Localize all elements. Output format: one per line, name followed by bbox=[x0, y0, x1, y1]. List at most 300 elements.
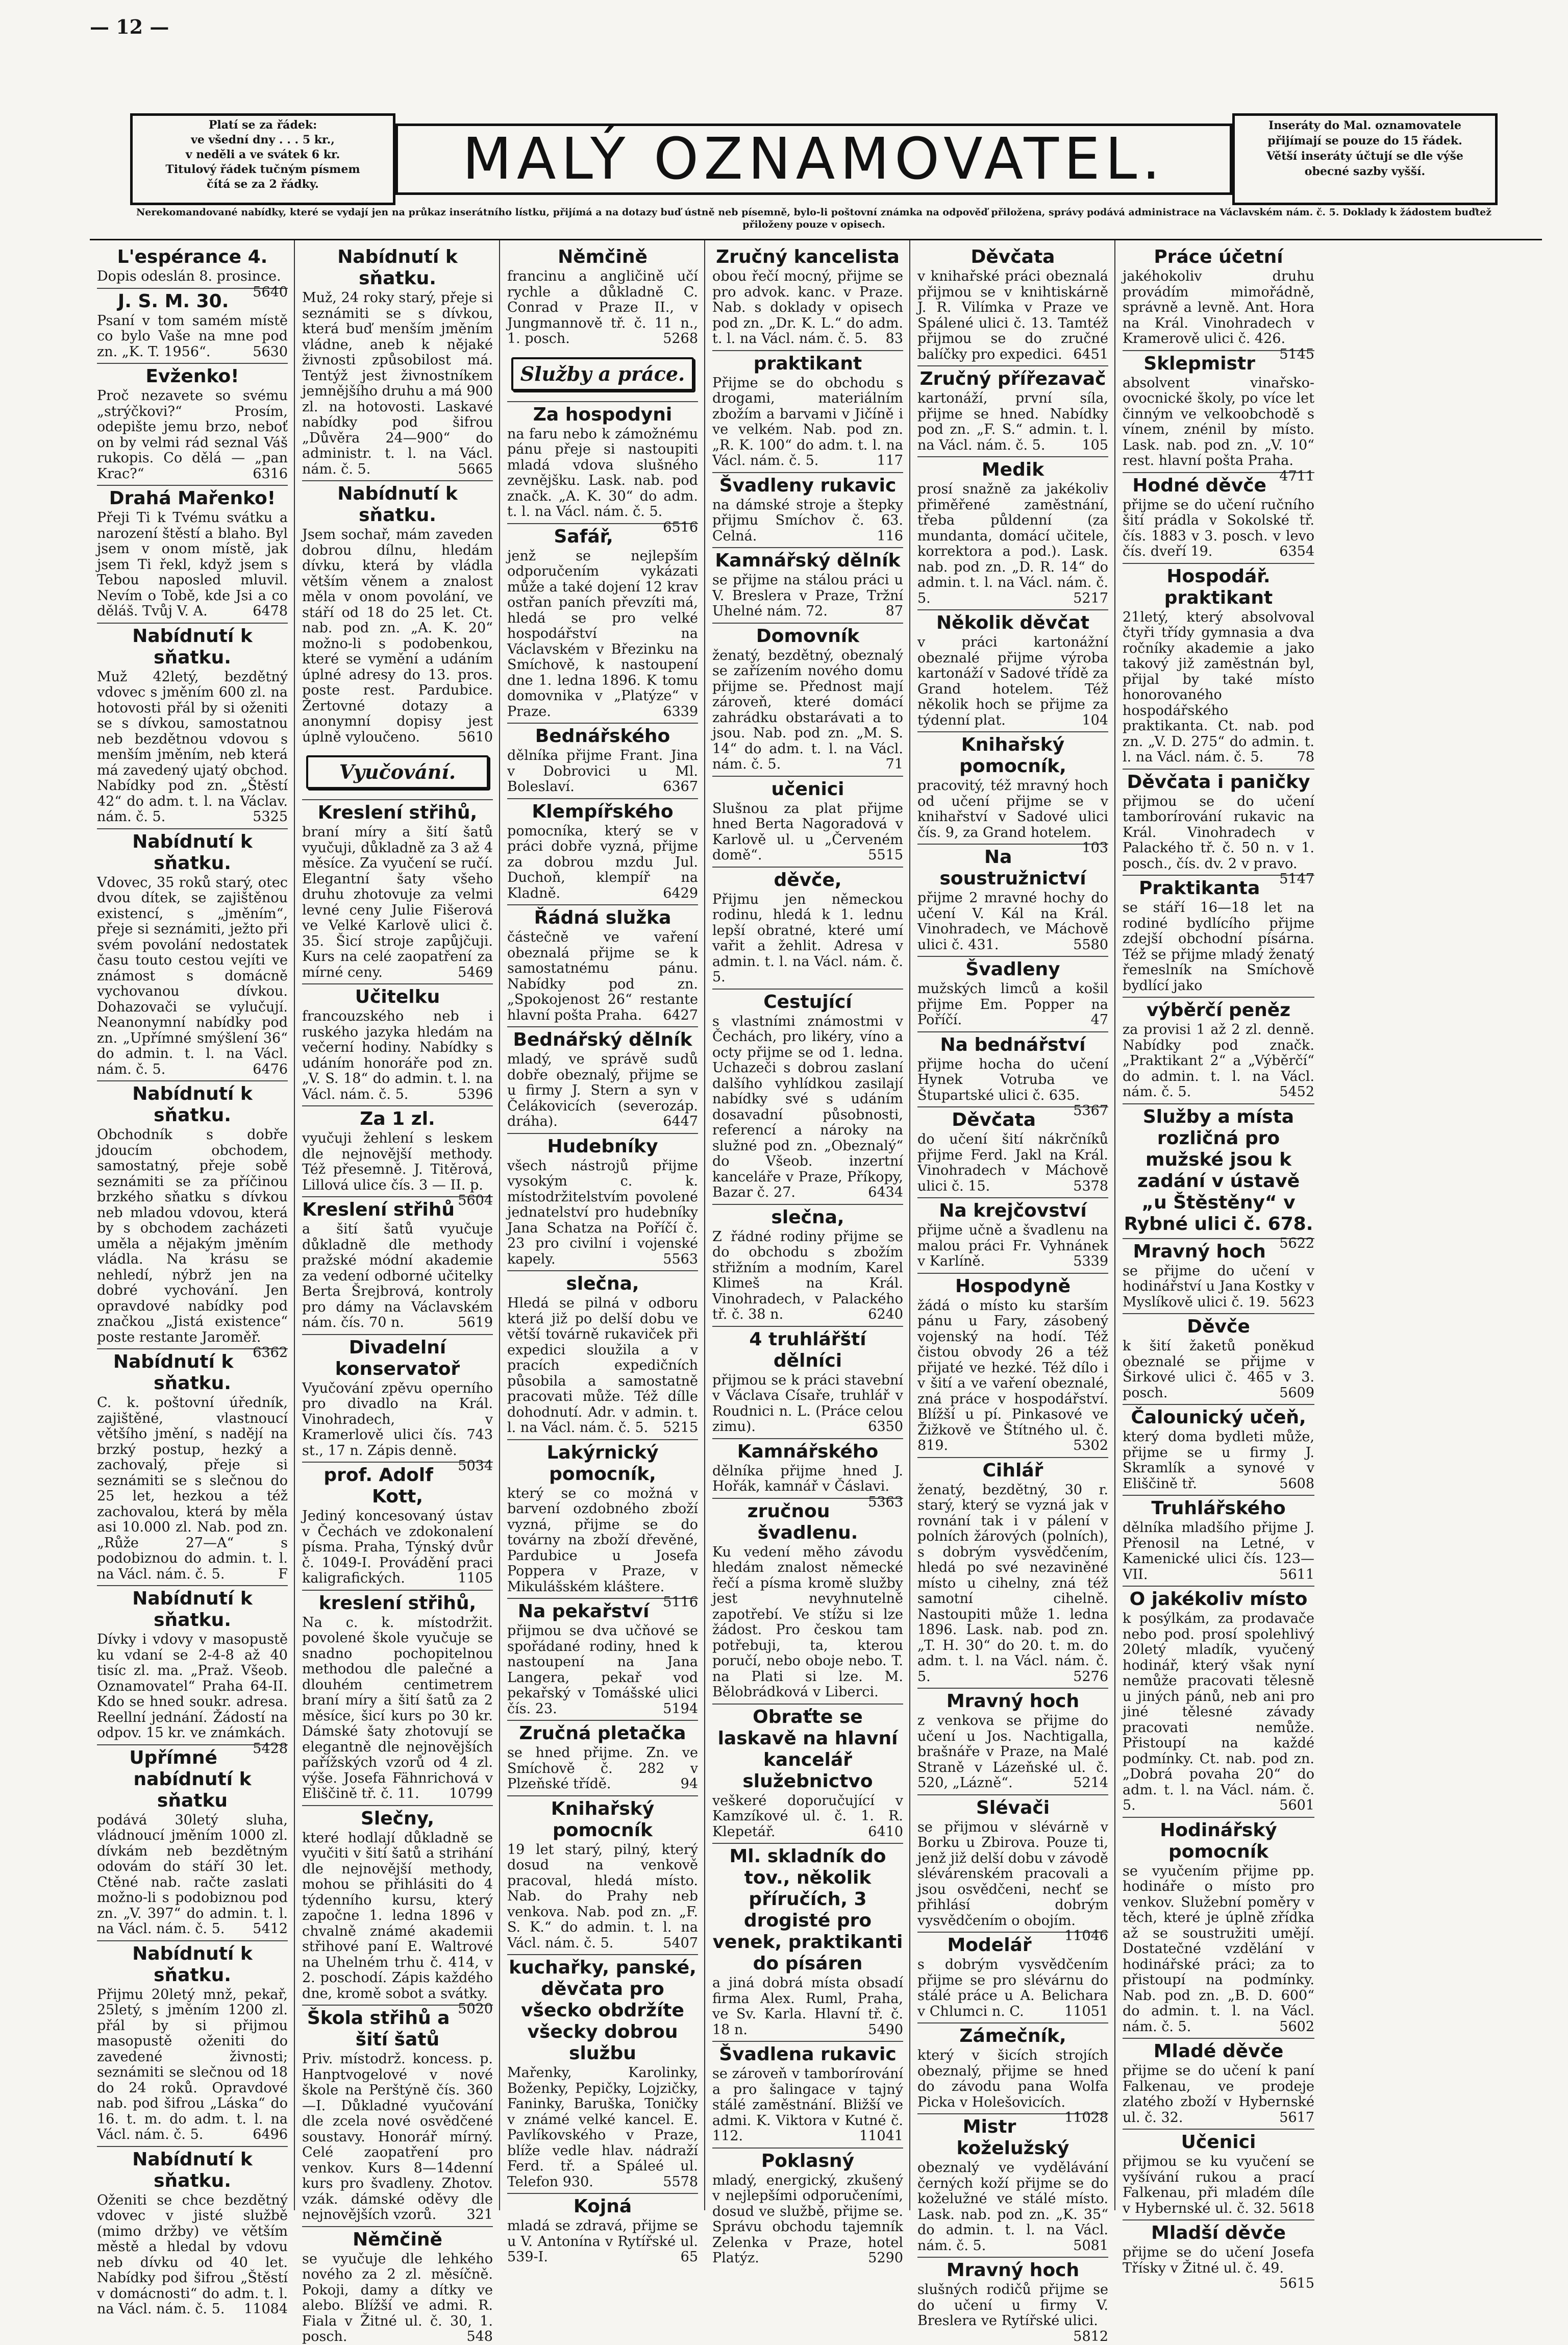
classified-ad bbox=[1123, 563, 1314, 766]
ad-body bbox=[1123, 2244, 1314, 2291]
ad-text: se stáří 16—18 let na rodiné bydlícího přijme zdejší obchodní písárna. Též se přijme mladý ženatý řemeslník na Smíchově bydlící jako bbox=[1123, 900, 1314, 994]
ad-code: 6516 bbox=[663, 519, 698, 535]
column-5 bbox=[910, 240, 1115, 2344]
ad-code: 11051 bbox=[1064, 2003, 1108, 2019]
ad-heading: Mladší děvče bbox=[1123, 2219, 1314, 2244]
ad-code: 5407 bbox=[663, 1935, 698, 1951]
classified-ad bbox=[1123, 2219, 1314, 2291]
ad-heading: Na krejčovství bbox=[917, 1197, 1108, 1222]
ad-heading: Ml. skladník do tov., několik příručích, 3 drogisté pro venek, praktikanti do písáren bbox=[712, 1843, 903, 1974]
classified-ad bbox=[712, 350, 903, 469]
ad-heading: Upřímné nabídnutí k sňatku bbox=[97, 1744, 288, 1812]
ad-heading: Sklepmistr bbox=[1123, 350, 1314, 375]
ad-heading: Medik bbox=[917, 456, 1108, 481]
ad-code: 47 bbox=[1090, 1012, 1108, 1028]
ad-body bbox=[1123, 1264, 1314, 1311]
ad-text: kartonáží, první síla, přijme se hned. Nabídky pod zn. „F. S.“ admin. t. l. na Václ. nám. č. 5. bbox=[917, 390, 1108, 453]
ad-code: 117 bbox=[877, 453, 903, 468]
masthead bbox=[130, 113, 1498, 230]
page-number: — 12 — bbox=[90, 15, 169, 38]
classified-ad bbox=[1123, 769, 1314, 887]
ad-text: prosí snažně za jakékoliv přiměřené zaměstnání, třeba půldenní (za mundanta, domácí učitele, korrektora a pod.). Lask. nab. pod zn. „D. R. 14“ do admin. t. l. na Václ. nám. č. 5. bbox=[917, 481, 1108, 606]
classified-ad bbox=[917, 244, 1108, 362]
ad-heading: Nabídnutí k sňatku. bbox=[337, 246, 458, 289]
ad-body bbox=[712, 801, 903, 863]
classified-ad bbox=[712, 1438, 903, 1510]
ad-body bbox=[917, 1483, 1108, 1685]
ad-code: 5367 bbox=[1073, 1103, 1108, 1119]
ad-heading: Kreslení střihů, bbox=[302, 799, 493, 824]
ad-body bbox=[507, 1623, 698, 1717]
classified-ad bbox=[302, 799, 493, 980]
ad-text: braní míry a šití šatů vyučuji, důkladně za 3 až 4 měsíce. Za vyučení se ručí. Elegantní šaty všeho druhu zhotovuje za velmi levné ceny Julie Fišerová ve Velké Karlově ulici č. 35. Šicí stroje zapůjčuji. Kurs na celé zaopatření za mírné ceny. bbox=[302, 824, 493, 980]
ad-heading: Čalounický učeň, bbox=[1123, 1404, 1314, 1428]
ad-text: který v šicích strojích obeznalý, přijme se hned do závodu pana Wolfa Picka v Holešovicích. bbox=[917, 2047, 1108, 2110]
ad-body bbox=[712, 2173, 903, 2266]
ad-body bbox=[302, 2252, 493, 2345]
ad-text: Mařenky, Karolinky, Boženky, Pepičky, Lojzičky, Faninky, Baruška, Toničky v známé velké kancel. E. Pavlíkovského v Praze, blíže vedle hlav. nádraží Ferd. tř. a Spáleé ul. Telefon 930. bbox=[507, 2065, 698, 2190]
ad-body bbox=[302, 1830, 493, 2017]
ad-text: a šití šatů vyučuje důkladně dle methody pražské módní akademie za vedení odborné učitelky Berta Šrejbrová, kontroly pro dámy na Václavském nám. čís. 70 n. bbox=[302, 1221, 493, 1330]
ad-text: se přijmou v slévárně v Borku u Zbirova. Pouze ti, jenž již delší dobu v závodě slévárenském pracovali a jsou osvědčeni, nechť se přihlásí dobrým vysvědčením o obojím. bbox=[917, 1819, 1108, 1929]
ad-body bbox=[97, 1813, 288, 1937]
ad-text: na dámské stroje a štepky přijmu Smíchov č. 63. Celná. bbox=[712, 497, 903, 544]
classified-ad bbox=[97, 2146, 288, 2317]
column-1 bbox=[90, 240, 295, 2317]
classified-ad bbox=[1123, 1404, 1314, 1492]
ad-heading: Hudebníky bbox=[507, 1133, 698, 1157]
ad-body bbox=[302, 1380, 493, 1474]
ad-text: francinu a angličině učí rychle a důkladně C. Conrad v Praze II., v Jungmannově tř. č. 11 n., 1. posch. bbox=[507, 268, 698, 347]
ad-text: ženatý, bezdětný, obeznalý se zařízením nového domu přijme se. Přednost mají zároveň, které domácí zahrádku obstarávati a to jsou. Nab. pod zn. „M. S. 14“ do adm. t. l. na Václ. nám. č. 5. bbox=[712, 647, 903, 772]
ad-heading: 4 truhlářští dělníci bbox=[712, 1326, 903, 1372]
ad-text: v práci kartonážní obeznalé přijme výroba kartonáží v Sadové třídě za Grand hotelem. Též několik hoch se přijme za týdenní plat. bbox=[917, 634, 1108, 728]
ad-body bbox=[507, 549, 698, 720]
ad-text: přijmou se ku vyučení se vyšívání rukou a prací Falkenau, při mladém díle v Hybernské ul. č. 32. bbox=[1123, 2154, 1314, 2216]
ad-body bbox=[917, 778, 1108, 856]
ad-text: do učení šití nákrčníků přijme Ferd. Jakl na Král. Vinohradech v Máchově ulici č. 15. bbox=[917, 1131, 1108, 1194]
ad-body bbox=[1123, 1864, 1314, 2035]
classified-ad bbox=[712, 1326, 903, 1435]
ad-code: 5563 bbox=[663, 1251, 698, 1267]
ad-text: se přijme do učení v hodinářství u Jana Kostky v Myslíkově ulici č. 19. bbox=[1123, 1263, 1314, 1310]
ad-body bbox=[302, 2052, 493, 2223]
ad-heading: Nabídnutí k sňatku. bbox=[97, 623, 288, 669]
ad-text: na faru nebo k zámožnému pánu přeje si nastoupiti mladá vdova slušného zevnějšku. Lask. nab. pod značk. „A. K. 30“ do adm. t. l. na Václ. nám. č. 5. bbox=[507, 426, 698, 520]
ad-text: Priv. místodrž. koncess. p. Hanptvogelové v nové škole na Perštýně čís. 360—I. Důkladné vyučování dle zcela nové osvědčené soustavy. Honorář mírný. Celé zaopatření pro venkov. Kurs 8—14denní kurs pro švadleny. Zhotov. vzák. dámské oděvy dle nejnovějších vzorů. bbox=[302, 2051, 493, 2223]
classified-ad bbox=[1123, 1817, 1314, 2035]
ad-code: 11028 bbox=[1064, 2110, 1108, 2126]
pricing-line: Platí se za řádek: bbox=[208, 118, 317, 132]
ad-text: 19 let starý, pilný, který dosud na venkově pracoval, hledá místo. Nab. do Prahy neb venkova. Nab. pod zn. „F. S. K.“ do admin. t. l. na Václ. nám. č. 5. bbox=[507, 1841, 698, 1951]
ad-body bbox=[712, 269, 903, 347]
ad-code: 5618 bbox=[1279, 2200, 1314, 2216]
ad-text: Jediný koncesovaný ústav v Čechách ve zdokonalení písma. Praha, Týnský dvůr č. 1049-I. Provádění praci kaligrafických. bbox=[302, 1508, 493, 1586]
ad-text: se vyučuje dle lehkého nového za 2 zl. měsíčně. Pokoji, damy a dítky ve alebo. Blížší ve admi. R. Fiala v Žitné ul. č. 30, 1. posch. bbox=[302, 2251, 493, 2344]
classified-ad bbox=[1123, 472, 1314, 560]
ad-body bbox=[917, 1957, 1108, 2019]
classified-ad bbox=[917, 456, 1108, 606]
ad-code: 5515 bbox=[868, 847, 903, 863]
ad-heading: Práce účetní bbox=[1154, 246, 1283, 267]
ad-code: 5034 bbox=[458, 1458, 493, 1474]
ad-body bbox=[507, 1842, 698, 1952]
ad-heading: Lakýrnický pomocník, bbox=[507, 1439, 698, 1485]
ad-heading: Nabídnutí k sňatku. bbox=[97, 1940, 288, 1986]
ad-heading: Nabídnutí k sňatku. bbox=[302, 480, 493, 526]
ad-heading: učenici bbox=[712, 776, 903, 800]
classified-ad bbox=[302, 244, 493, 477]
ad-code: 5622 bbox=[1279, 1235, 1314, 1251]
classified-ad bbox=[712, 2041, 903, 2144]
info-line: přijímají se pouze do 15 řádek. bbox=[1267, 134, 1462, 147]
classified-ad bbox=[302, 983, 493, 1102]
ad-text: absolvent vinařsko-ovocnické školy, po více let činným ve velkoobchodě s vínem, znénil by místo. Lask. nab. pod zn. „V. 10“ rest. hlavní pošta Praha. bbox=[1123, 375, 1314, 468]
ad-heading: Služby a místa rozličná pro mužské jsou k zadání v ústavě „u Štěstěny“ v Rybné ulici č. 678. bbox=[1123, 1103, 1314, 1235]
ad-code: 116 bbox=[877, 528, 903, 544]
ad-code: 5215 bbox=[663, 1420, 698, 1436]
ad-code: 5490 bbox=[868, 2021, 903, 2038]
ad-body bbox=[507, 1485, 698, 1610]
ad-heading: Zámečník, bbox=[917, 2022, 1108, 2047]
ad-text: částečně ve vaření obeznalá přijme se k samostatnému pánu. Nabídky pod zn. „Spokojenost 26“ restante hlavní pošta Praha. bbox=[507, 929, 698, 1023]
ad-text: Přijmu jen německou rodinu, hledá k 1. lednu lepší obratné, které umí vařit a žehlit. Adresa v admin. t. l. na Václ. nám. č. 5. bbox=[712, 891, 903, 985]
classified-ad bbox=[97, 1348, 288, 1582]
ad-code: 6367 bbox=[663, 779, 698, 795]
ad-body bbox=[712, 1463, 903, 1510]
ad-heading: Kamnářského bbox=[712, 1438, 903, 1463]
classified-ad bbox=[97, 1585, 288, 1757]
ad-text: Přijmu 20letý mnž, pekař, 25letý, s jměním 1200 zl. přál by si přijmou masopustě oženiti do zavedené živnosti; seznámiti se slečnou od 18 do 24 roků. Opravdové nab. pod šifrou „Láska“ do 16. t. m. do adm. t. l. na Václ. nám. č. 5. bbox=[97, 1986, 288, 2142]
ad-code: 5610 bbox=[458, 729, 493, 745]
classified-ad bbox=[917, 1457, 1108, 1685]
ad-body bbox=[302, 290, 493, 477]
ad-body bbox=[917, 2160, 1108, 2254]
ad-code: 5469 bbox=[458, 964, 493, 980]
ad-body bbox=[712, 498, 903, 545]
classified-ad bbox=[917, 956, 1108, 1028]
ad-code: 5116 bbox=[663, 1594, 698, 1610]
classified-ad bbox=[712, 1204, 903, 1323]
ad-body bbox=[507, 824, 698, 902]
ad-body bbox=[917, 891, 1108, 953]
classified-ad bbox=[302, 2005, 493, 2223]
ad-heading: Kreslení střihů bbox=[302, 1196, 493, 1221]
classified-ad bbox=[507, 798, 698, 902]
ad-heading: Klempířského bbox=[507, 798, 698, 823]
classified-ad bbox=[97, 1940, 288, 2143]
classified-ad bbox=[1123, 875, 1314, 994]
ad-text: přijme 2 mravné hochy do učení V. Kál na Král. Vinohradech, ve Máchově ulici č. 431. bbox=[917, 890, 1108, 953]
ad-code: 1105 bbox=[458, 1570, 493, 1586]
ad-body bbox=[302, 527, 493, 745]
ad-heading: L'espérance 4. bbox=[117, 246, 268, 267]
classified-ad bbox=[507, 1720, 698, 1792]
ad-text: přijmou se do učení tamborírování rukavic na Král. Vinohradech v Palackého tř. č. 50 n. v 1. posch., čís. dv. 2 v pravo. bbox=[1123, 793, 1314, 872]
classified-ad bbox=[302, 2226, 493, 2345]
ad-code: 6429 bbox=[663, 885, 698, 901]
ad-body bbox=[97, 1987, 288, 2143]
ad-heading: slečna, bbox=[712, 1204, 903, 1228]
ad-code: 103 bbox=[1082, 840, 1108, 856]
ad-code: 104 bbox=[1082, 712, 1108, 728]
ad-text: se hned přijme. Zn. ve Smíchově č. 282 v Plzeňské třídě. bbox=[507, 1745, 698, 1792]
ad-text: všech nástrojů přijme vysokým c. k. místodržitelstvím povolené jednatelství pro hudebníky Jana Schatza na Poříčí č. 23 pro civilní i vojenské kapely. bbox=[507, 1157, 698, 1267]
ad-text: Muž 42letý, bezdětný vdovec s jměním 600 zl. na hotovosti přál by si oženiti se s dívkou, samostatnou neb bezdětnou vdovou s menším jměním, neb která má zavedený ujatý obchod. Nabídky pod zn. „Štěstí 42“ do adm. t. l. na Václav. nám. č. 5. bbox=[97, 669, 288, 825]
ad-heading: Děvčata bbox=[917, 1106, 1108, 1131]
classified-ad bbox=[917, 1794, 1108, 1944]
ad-heading: Knihařský pomocník, bbox=[917, 731, 1108, 777]
ad-body bbox=[507, 2065, 698, 2190]
ad-heading: Švadleny rukavic bbox=[712, 472, 903, 497]
ad-code: 5580 bbox=[1073, 936, 1108, 953]
ad-code: 5194 bbox=[663, 1700, 698, 1717]
ad-body bbox=[1123, 375, 1314, 484]
ad-code: 5611 bbox=[1279, 1566, 1314, 1583]
ad-heading: Učenici bbox=[1123, 2129, 1314, 2153]
ad-code: 6496 bbox=[253, 2127, 288, 2142]
ad-code: 5378 bbox=[1073, 1178, 1108, 1194]
ad-text: Obchodník s dobře jdoucím obchodem, samostatný, přeje sobě seznámiti se za příčinou brzkého sňatku s dívkou neb mladou vdovou, která by s obchodem zacházeti uměla a nějakým jměním vládla. Na krásu se nehledí, nýbrž jen na dobré vychování. Jen opravdové nabídky pod značkou „Jistá existence“ poste restante Jaroměř. bbox=[97, 1127, 288, 1345]
ad-heading: Divadelní konservatoř bbox=[302, 1334, 493, 1380]
classified-ad bbox=[712, 1704, 903, 1840]
ad-heading: praktikant bbox=[712, 350, 903, 375]
classified-ad bbox=[1123, 2129, 1314, 2216]
ad-body bbox=[302, 1130, 493, 1208]
ad-code: 10799 bbox=[449, 1786, 493, 1801]
ad-body bbox=[917, 1223, 1108, 1270]
ad-text: veškeré doporučující v Kamzíkové ul. č. 1. R. Klepetář. bbox=[712, 1792, 903, 1840]
ad-body bbox=[507, 269, 698, 347]
ad-text: k posýlkám, za prodavače nebo pod. prosí spolehlivý 20letý mladík, vyučený hodinář, který však nyní nemůže pracovati tělesně u jiných pánů, neb ani pro jiné tělesné závady pracovati nemůže. Přistoupí na každé podmínky. Ct. nab. pod zn. „Dobrá povaha 20“ do adm. t. l. na Václ. nám. č. 5. bbox=[1123, 1611, 1314, 1813]
ad-body bbox=[917, 1819, 1108, 1944]
ad-code: 5396 bbox=[458, 1086, 493, 1102]
classified-ad bbox=[1123, 1586, 1314, 1814]
ad-heading: Mladé děvče bbox=[1123, 2038, 1314, 2062]
ad-body bbox=[97, 1632, 288, 1757]
ad-body bbox=[97, 2193, 288, 2317]
ad-text: žádá o místo ku starším pánu u Fary, zásobený vojenský na hodí. Též čistou obvody 26 a též přijaté ve hezké. Též dílo i v šití a ve vaření obeznalé, zná práce v hospodářství. Blížší u pí. Pinkasové ve Žižkově ve Štítného ul. č. 819. bbox=[917, 1297, 1108, 1453]
ad-code: 5412 bbox=[253, 1921, 288, 1937]
classified-ad bbox=[97, 1080, 288, 1361]
ad-code: 5452 bbox=[1279, 1084, 1314, 1100]
classified-ad bbox=[507, 904, 698, 1023]
classified-ad bbox=[712, 989, 903, 1201]
ad-body bbox=[302, 825, 493, 980]
classified-ad bbox=[507, 1598, 698, 1717]
ad-text: se vyučením přijme pp. hodináře o místo pro venkov. Služební poměry v těch, které je úplně zřídka až se soustružiti umějí. Dostatečné vzdělání v hodinářské práci; za to přistoupí na podmínky. Nab. pod zn. „B. D. 600“ do admin. t. l. na Václ. nám. č. 5. bbox=[1123, 1863, 1314, 2035]
classified-ad bbox=[917, 1932, 1108, 2019]
ad-text: který doma bydleti může, přijme se u firmy J. Skramlík a synové v Eliščině tř. bbox=[1123, 1429, 1314, 1492]
ad-code: 6451 bbox=[1073, 346, 1108, 362]
ad-heading: Němčině bbox=[302, 2226, 493, 2251]
pricing-line: ve všední dny . . . 5 kr., bbox=[191, 133, 335, 146]
ad-body bbox=[712, 1373, 903, 1435]
ad-body bbox=[1123, 2063, 1314, 2126]
ad-code: 94 bbox=[680, 1776, 698, 1792]
ad-heading: Kamnářský dělník bbox=[712, 547, 903, 572]
ad-body bbox=[1123, 793, 1314, 887]
classified-ad bbox=[917, 1106, 1108, 1194]
ad-code: 5363 bbox=[868, 1494, 903, 1510]
ad-heading: Na soustružnictví bbox=[917, 844, 1108, 890]
ad-heading: Slečny, bbox=[302, 1805, 493, 1830]
ad-code: 11046 bbox=[1064, 1928, 1108, 1944]
ad-heading: Švadlena rukavic bbox=[712, 2041, 903, 2065]
ad-text: pracovitý, též mravný hoch od učení přijme se v knihařství v Sadové ulici čís. 9, za Grand hotelem. bbox=[917, 778, 1108, 841]
ad-heading: Za 1 zl. bbox=[302, 1105, 493, 1130]
ad-body bbox=[1123, 900, 1314, 994]
ad-code: 5602 bbox=[1279, 2018, 1314, 2035]
ad-heading: Mistr koželužský bbox=[917, 2113, 1108, 2159]
ad-text: Přeji Ti k Tvému svátku a narození štěstí a blaho. Byl jsem v onom místě, jak jsem Ti řekl, když jsem s Tebou naposled mluvil. Nevím o Tobě, kde Jsi a co děláš. Tvůj V. A. bbox=[97, 510, 288, 619]
ad-heading: Obraťte se laskavě na hlavní kancelář služebnictvo bbox=[712, 1704, 903, 1792]
ad-text: obou řečí mocný, přijme se pro advok. kanc. v Praze. Nab. s doklady v opisech pod zn. „Dr. K. L.“ do adm. t. l. na Václ. nám. č. 5. bbox=[712, 268, 903, 347]
ad-heading: Kojná bbox=[507, 2193, 698, 2217]
ad-heading: Za hospodyni bbox=[507, 401, 698, 426]
ad-body bbox=[507, 1158, 698, 1268]
ad-body bbox=[1123, 2154, 1314, 2216]
ad-text: Vyučování zpěvu operního pro divadlo na Král. Vinohradech, v Kramerlově ulici čís. 743 st., 17 n. Zápis denně. bbox=[302, 1380, 493, 1459]
ad-text: Jsem sochař, mám zaveden dobrou dílnu, hledám dívku, která by vládla větším věnem a znalost měla v onom povolání, ve stáří od 18 do 25 let. Ct. nab. pod zn. „A. K. 20“ možno-li s podobenkou, které se vymění a udáním úplné adresy do 13. pros. poste rest. Pardubice. Žertovné dotazy a anonymní dopisy jest úplně vyloučeno. bbox=[302, 527, 493, 745]
ad-body bbox=[97, 1127, 288, 1361]
ad-text: z venkova se přijme do učení u Jos. Nachtigalla, brašnáře v Praze, na Malé Straně v Lázeňské ul. č. 520, „Lázně“. bbox=[917, 1713, 1108, 1791]
ad-text: které hodlají důkladně se vyučiti v šití šatů a strihání dle nejnovější methody, mohou se přihlásiti do 4 týdenního kursu, který započne 1. ledna 1896 v chvalně známé akademii střihové paní E. Waltrové na Uhelném trhu č. 414, v 2. poschodí. Zápis každého dne, kromě sobot a svátky. bbox=[302, 1830, 493, 2002]
ad-text: dělníka mladšího přijme J. Přenosil na Letné, v Kamenické ulici čís. 123—VII. bbox=[1123, 1520, 1314, 1583]
ad-text: s dobrým vysvědčením přijme se pro slévárnu do stálé práce u A. Belichara v Chlumci n. C. bbox=[917, 1957, 1108, 2019]
ad-heading: Děvčata i paničky bbox=[1123, 769, 1314, 793]
ad-heading: Truhlářského bbox=[1123, 1495, 1314, 1519]
ad-code: 5020 bbox=[458, 2001, 493, 2017]
classified-ad bbox=[302, 1805, 493, 2017]
ad-code: 6434 bbox=[868, 1184, 903, 1200]
ad-code: 321 bbox=[466, 2207, 493, 2223]
info-line: Inseráty do Mal. oznamovatele bbox=[1268, 119, 1462, 132]
ad-body bbox=[712, 648, 903, 773]
ad-text: přijme hocha do učení Hynek Votruba ve Štupartské ulici č. 635. bbox=[917, 1056, 1108, 1103]
ad-heading: Zručný kancelista bbox=[716, 246, 900, 267]
ad-code: 5276 bbox=[1073, 1668, 1108, 1685]
ad-body bbox=[97, 510, 288, 620]
ad-body bbox=[917, 1713, 1108, 1791]
ad-code: 5214 bbox=[1073, 1775, 1108, 1791]
ad-heading: Hospodyně bbox=[917, 1273, 1108, 1297]
ad-heading: Slévači bbox=[917, 1794, 1108, 1819]
ad-text: přijme učně a švadlenu na malou práci Fr. Vyhnánek v Karlíně. bbox=[917, 1222, 1108, 1269]
ad-code: 6339 bbox=[663, 703, 698, 720]
ad-code: 5217 bbox=[1073, 590, 1108, 606]
ad-text: jenž se nejlepším odporučením vykázati může a také dojení 12 krav ostřan paních převzíti má, hledá se pro velké hospodářství na Václavském v Březinku na Smíchově, k nastoupení dne 1. ledna 1896. K tomu domovnika v „Platýze“ v Praze. bbox=[507, 548, 698, 720]
classified-ad bbox=[1123, 350, 1314, 484]
ad-text: jakéhokoliv druhu provádím mimořádně, správně a levně. Ant. Hora na Král. Vinohradech v Kramerově ulici č. 426. bbox=[1123, 268, 1314, 347]
ad-code: 5812 bbox=[1073, 2328, 1108, 2344]
ad-text: se přijme na stálou práci u V. Breslera v Praze, Tržní Uhelné nám. 72. bbox=[712, 572, 903, 619]
ad-heading: Nabídnutí k sňatku. bbox=[97, 1080, 288, 1126]
ad-body bbox=[917, 391, 1108, 453]
ad-heading: Drahá Mařenko! bbox=[97, 485, 288, 509]
ad-body bbox=[97, 1395, 288, 1582]
classified-ad bbox=[1123, 1103, 1314, 1251]
ad-heading: Modelář bbox=[917, 1932, 1108, 1956]
ad-text: C. k. poštovní úředník, zajištěné, vlastnoucí většího jmění, s nadějí na brzký postup, hezký a zachovalý, přeje si seznámiti se s slečnou do 25 let, hezkou a též zachovalou, která by měla asi 10.000 zl. Nab. pod zn. „Růže 27—A“ s podobiznou do admin. t. l. na Václ. nám. č. 5. bbox=[97, 1395, 288, 1582]
ad-text: ženatý, bezdětný, 30 r. starý, který se vyzná jak v rovnání tak i v pálení v polních žárových (polních), s dobrým vysvědčením, hledá po své nezaviněné místo u cihelny, zná též samotní cihelně. Nastoupiti může 1. ledna 1896. Lask. nab. pod zn. „T. H. 30“ do 20. t. m. do adm. t. l. na Václ. nám. č. 5. bbox=[917, 1482, 1108, 1685]
column-6 bbox=[1115, 240, 1321, 2291]
ad-heading: Mravný hoch bbox=[917, 2257, 1108, 2281]
ad-heading: Nabídnutí k sňatku. bbox=[97, 1348, 288, 1394]
classified-ad bbox=[97, 244, 288, 300]
ad-body bbox=[507, 426, 698, 535]
ad-code: 5609 bbox=[1279, 1385, 1314, 1401]
ad-heading: Na bednářství bbox=[917, 1031, 1108, 1056]
ad-body bbox=[1123, 1611, 1314, 1814]
ad-body bbox=[712, 573, 903, 620]
ad-code: 5665 bbox=[458, 461, 493, 477]
ad-body bbox=[917, 2282, 1108, 2344]
classified-ad bbox=[917, 609, 1108, 728]
ad-code: 71 bbox=[885, 756, 903, 772]
ad-code: 5339 bbox=[1073, 1253, 1108, 1269]
ad-heading: Safář, bbox=[507, 523, 698, 548]
classified-ad bbox=[917, 1273, 1108, 1454]
ad-heading: Hodinářský pomocník bbox=[1123, 1817, 1314, 1863]
ad-code: 5617 bbox=[1279, 2109, 1314, 2126]
classified-ad bbox=[917, 1197, 1108, 1270]
ad-body bbox=[507, 1052, 698, 1130]
ad-code: 6240 bbox=[868, 1306, 903, 1322]
header-notice: Nerekomandované nabídky, které se vydají jen na průkaz inserátního lístku, přijímá a na dotazy buď ústně neb písemně, bylo-li poštovní známka na odpověď přiložena, správy podává administrace na Václavském nám. č. 5. Doklady k žádostem buďtež přiloženy pouze v opisech. bbox=[136, 207, 1492, 230]
ad-code: 5578 bbox=[663, 2174, 698, 2190]
ad-heading: slečna, bbox=[507, 1270, 698, 1295]
ad-heading: Na pekařství bbox=[507, 1598, 698, 1622]
classified-ad bbox=[917, 2113, 1108, 2254]
ad-heading: Nabídnutí k sňatku. bbox=[97, 1585, 288, 1631]
ad-text: Oženiti se chce bezdětný vdovec v jisté službě (mimo držby) ve větším městě a hledal by vdovu neb dívku od 40 let. Nabídky pod šifrou „Štěstí v domácnosti“ do adm. t. l. na Václ. nám. č. 5. bbox=[97, 2192, 288, 2317]
ad-code: 5081 bbox=[1073, 2237, 1108, 2254]
ad-text: k šití žaketů poněkud obeznalé se přijme v Širkové ulici č. 465 v 3. posch. bbox=[1123, 1338, 1314, 1401]
ad-body bbox=[712, 2066, 903, 2144]
classified-ad bbox=[712, 867, 903, 985]
ad-body bbox=[712, 1014, 903, 1201]
ad-code: 6476 bbox=[253, 1061, 288, 1077]
ad-code: 6350 bbox=[868, 1419, 903, 1435]
ad-heading: Bednářského bbox=[507, 723, 698, 747]
ad-heading: Cihlář bbox=[917, 1457, 1108, 1482]
ad-text: 21letý, který absolvoval čtyři třídy gymnasia a dva ročníky akademie a jako takový již zaměstnán byl, přijal by také místo honorovaného hospodářského praktikanta. Ct. nab. pod zn. „V. D. 275“ do admin. t. l. na Václ. nám. č. 5. bbox=[1123, 609, 1314, 765]
ad-text: Proč nezavete so svému „strýčkovi?“ Prosím, odepište jemu brzo, neboť on by velmi rád seznal Váš rukopis. Co dělá — „pan Krac?“ bbox=[97, 388, 288, 482]
title-box bbox=[395, 124, 1232, 195]
classified-ad bbox=[712, 472, 903, 545]
ad-heading: Němčině bbox=[558, 246, 648, 267]
ad-code: 5623 bbox=[1279, 1294, 1314, 1310]
ad-heading: kreslení střihů, bbox=[302, 1590, 493, 1614]
ad-text: pomocníka, který se v práci dobře vyzná, přijme za dobrou mzdu Jul. Duchoň, klempíř na Kladně. bbox=[507, 823, 698, 901]
ad-heading: Nabídnutí k sňatku. bbox=[97, 828, 288, 874]
ad-body bbox=[302, 1009, 493, 1102]
ad-code: 5601 bbox=[1279, 1797, 1314, 1813]
ad-heading: Škola střihů a šití šatů bbox=[302, 2005, 493, 2051]
ad-code: 11041 bbox=[859, 2128, 903, 2144]
classified-ad bbox=[302, 1462, 493, 1587]
ad-heading: Knihařský pomocník bbox=[507, 1795, 698, 1841]
ad-heading: zručnou švadlenu. bbox=[712, 1498, 903, 1544]
ad-heading: kuchařky, panské, děvčata pro všecko obdržíte všecky dobrou službu bbox=[507, 1954, 698, 2064]
ad-text: přijme se do učení Josefa Třísky v Žitné ul. č. 49. bbox=[1123, 2244, 1314, 2276]
info-line: obecné sazby vyšší. bbox=[1304, 165, 1426, 178]
classified-ad bbox=[302, 1334, 493, 1474]
ad-text: mužských limců a košil přijme Em. Popper na Poříčí. bbox=[917, 981, 1108, 1028]
ad-code: 6410 bbox=[868, 1823, 903, 1840]
column-4 bbox=[705, 240, 910, 2266]
